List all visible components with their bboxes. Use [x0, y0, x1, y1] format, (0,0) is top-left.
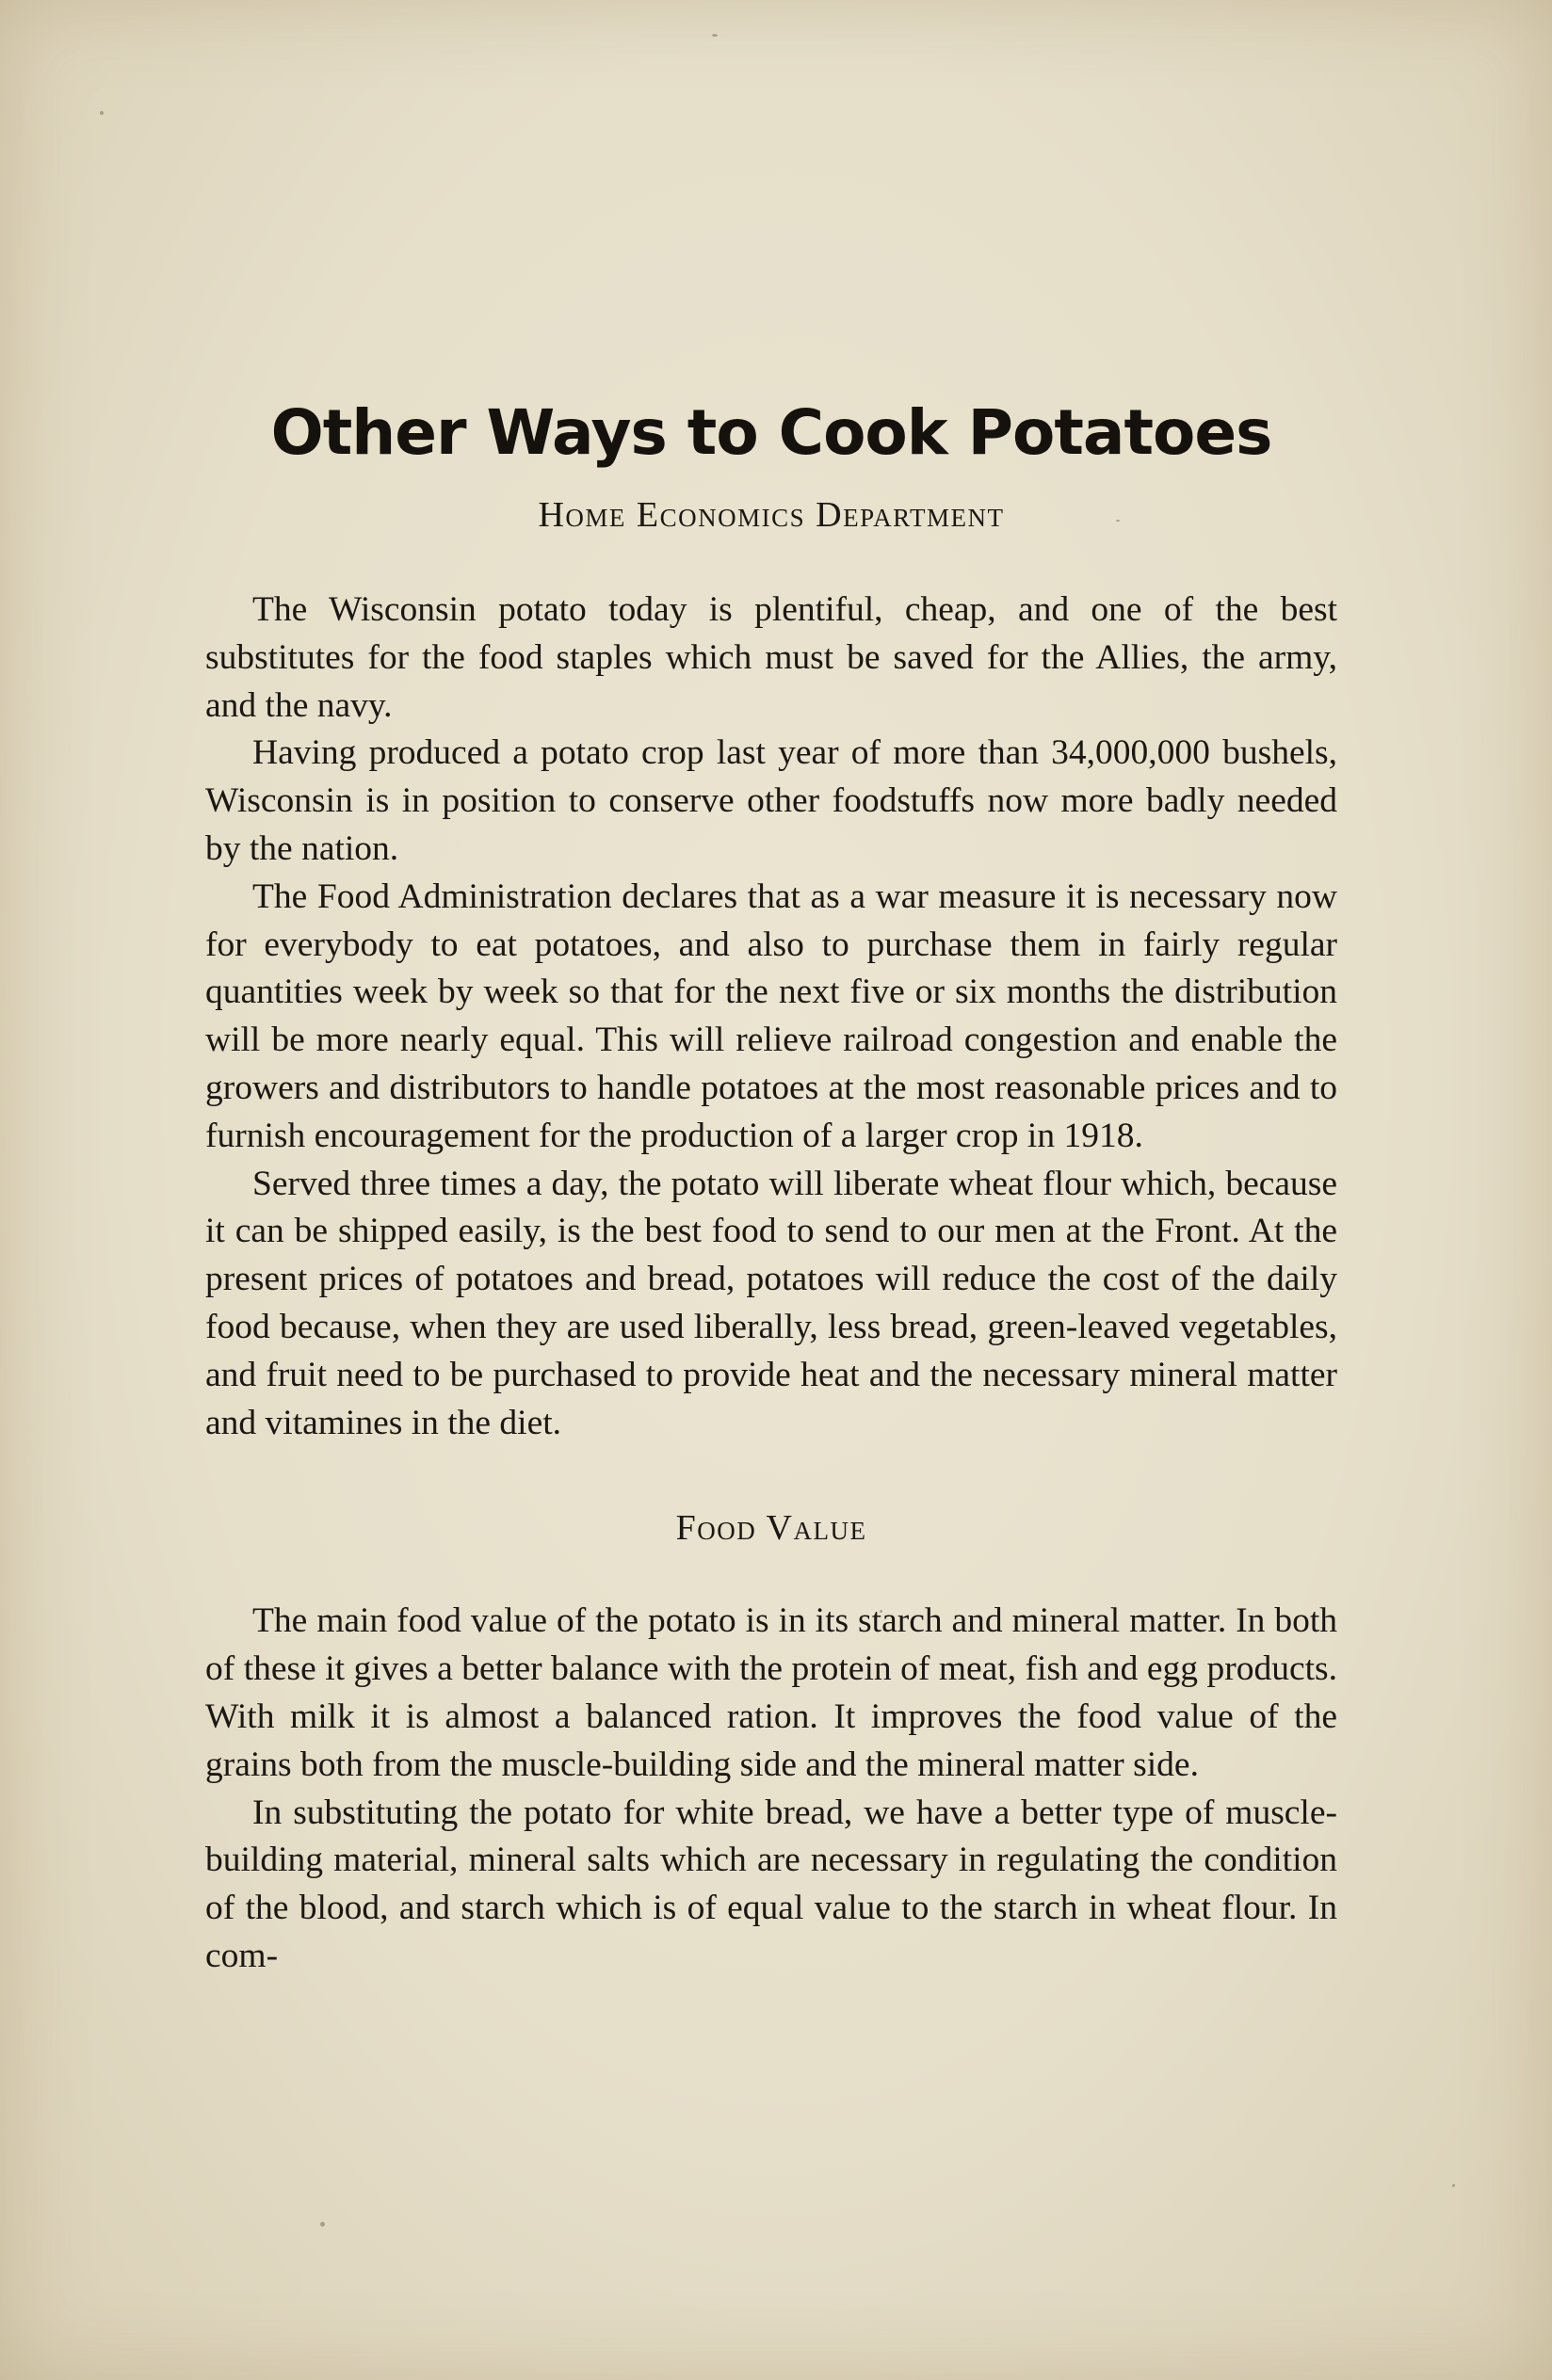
intro-paragraph: The Wisconsin potato today is plentiful, cheap, and one of the best substitutes for the food staples which must be saved for the Allies, the army, and the navy. [205, 590, 1337, 725]
page-title: Other Ways to Cook Potatoes [270, 396, 1272, 469]
article [205, 381, 1337, 1981]
paper-speck [100, 111, 104, 115]
paper-speck [320, 2222, 325, 2227]
department-byline: Home Economics Department [538, 495, 1005, 535]
intro-paragraph: The Food Administration declares that as a war measure it is necessary now for everybody to eat potatoes, and also to purchase them in fairly regular quantities week by week so that for the next five or six months the distribution will be more nearly equal. This will relieve railroad congestion and enable the growers and distributors to handle potatoes at the most reasonable prices and to furnish encouragement for the production of a larger crop in 1918. [205, 876, 1337, 1155]
food-value-section [205, 1598, 1337, 1980]
food-value-paragraph: The main food value of the potato is in its starch and mineral matter. In both of these it gives a better balance with the protein of meat, fish and egg products. With milk it is almost a balanced ration. It improves the food value of the grains both from the muscle-building side and the mineral matter side. [205, 1601, 1337, 1784]
intro-paragraph: Served three times a day, the potato will liberate wheat flour which, because it can be shipped easily, is the best food to send to our men at the Front. At the present prices of potatoes and bread, potatoes will reduce the cost of the daily food because, when they are used liberally, less bread, green-leaved vegetables, and fruit need to be purchased to provide heat and the necessary mineral matter and vitamines in the diet. [205, 1164, 1337, 1442]
paper-speck [1452, 2184, 1455, 2187]
paper-speck [712, 34, 718, 37]
intro-paragraph: Having produced a potato crop last year of more than 34,000,000 bushels, Wisconsin is in position to conserve other foodstuffs now more badly needed by the nation. [205, 733, 1337, 868]
food-value-paragraph: In substituting the potato for white bread, we have a better type of muscle-building material, mineral salts which are necessary in regulating the condition of the blood, and starch which is of equal value to the starch in wheat flour. In com- [205, 1793, 1337, 1975]
intro-section [205, 587, 1337, 1447]
food-value-heading: Food Value [675, 1508, 867, 1549]
